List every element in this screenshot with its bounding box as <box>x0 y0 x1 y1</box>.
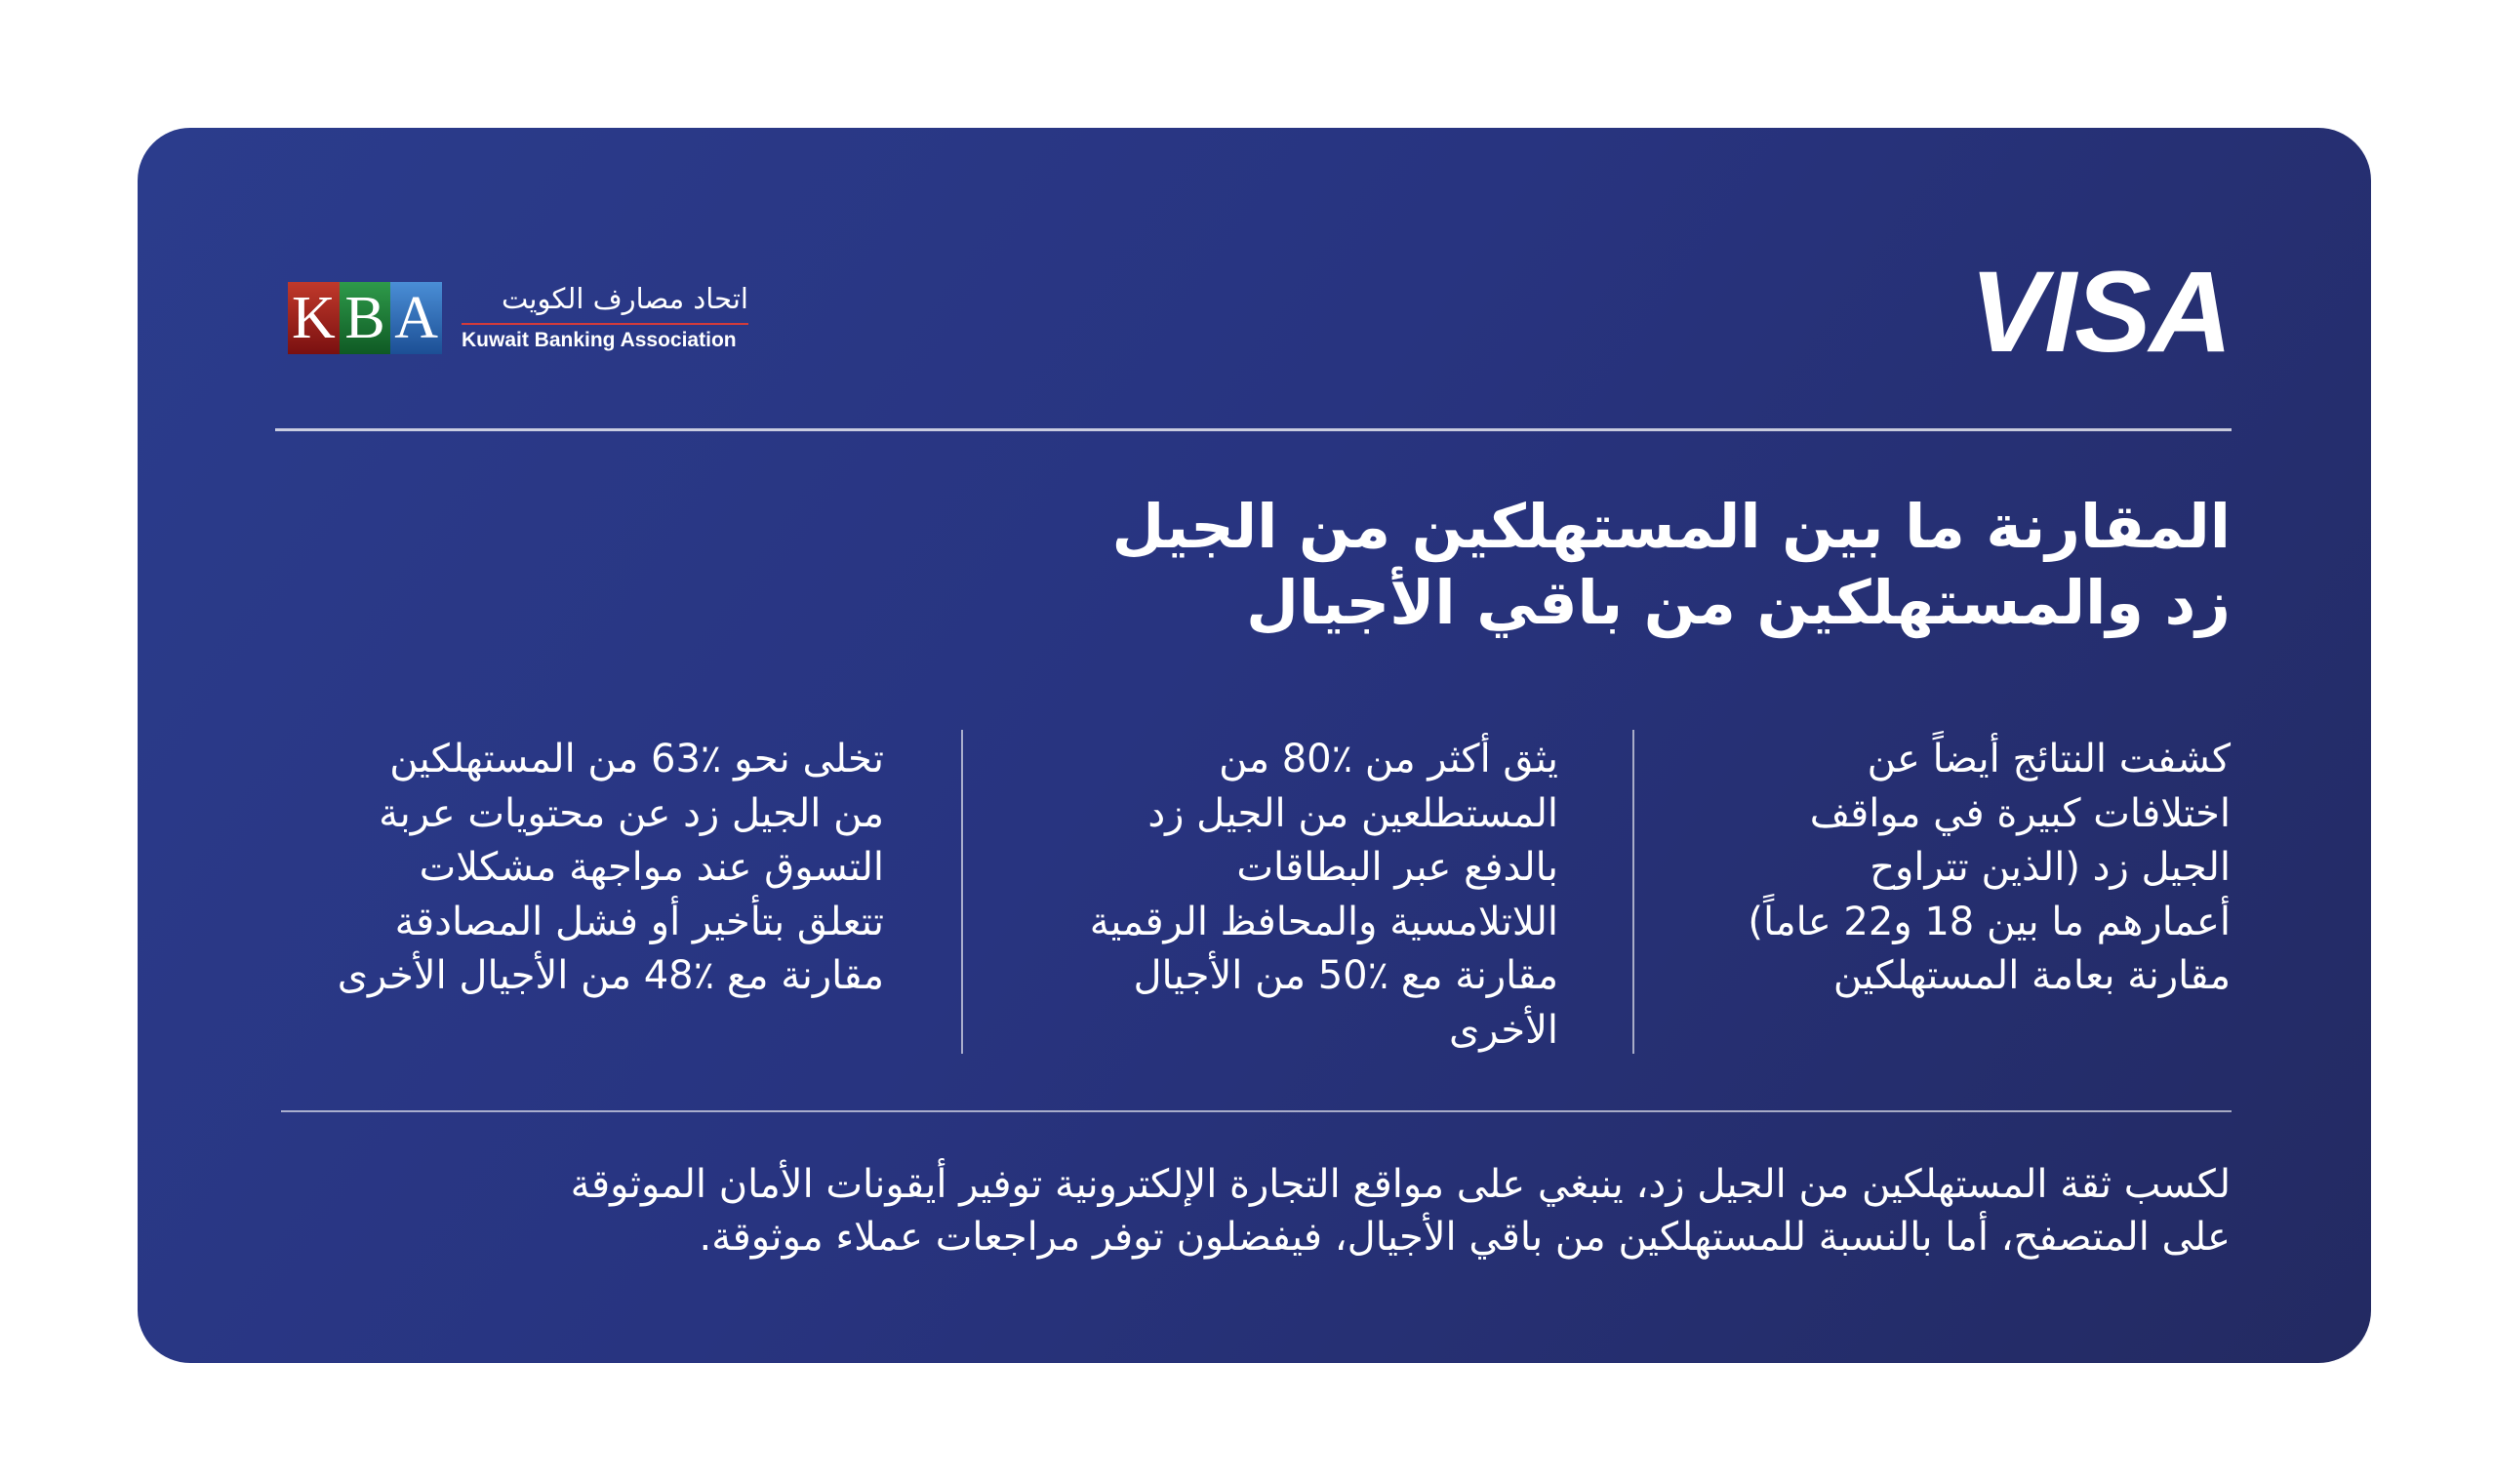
kba-divider <box>462 323 748 325</box>
finding-column-2 <box>983 733 1558 1059</box>
finding-3-line: التسوق عند مواجهة مشكلات <box>419 845 884 891</box>
kba-logo <box>288 282 756 360</box>
kba-letter-a: A <box>390 282 442 354</box>
finding-1-line: اختلافات كبيرة في مواقف <box>1809 790 2231 836</box>
finding-3-line: تتعلق بتأخير أو فشل المصادقة <box>394 899 884 944</box>
finding-3-line: تخلى نحو ٪63 من المستهلكين <box>389 737 884 782</box>
finding-column-3 <box>250 733 884 1004</box>
finding-column-1 <box>1684 733 2231 1004</box>
finding-2-line: اللاتلامسية والمحافظ الرقمية <box>1089 899 1558 944</box>
finding-1-line: أعمارهم ما بين 18 و22 عاماً) <box>1748 899 2231 944</box>
bottom-divider <box>281 1110 2232 1112</box>
headline-line-2: زد والمستهلكين من باقي الأجيال <box>1246 566 2231 638</box>
visa-logo: VISA <box>1969 248 2231 377</box>
footer-recommendation <box>240 1158 2231 1263</box>
kba-emblem <box>288 282 442 354</box>
finding-3-line: مقارنة مع ٪48 من الأجيال الأخرى <box>337 953 884 999</box>
finding-1-line: الجيل زد (الذين تتراوح <box>1870 845 2231 891</box>
footer-line-2: على المتصفح، أما بالنسبة للمستهلكين من باقي الأجيال، فيفضلون توفر مراجعات عملاء موثوقة. <box>699 1215 2231 1260</box>
finding-1-line: مقارنة بعامة المستهلكين <box>1832 953 2231 999</box>
column-divider <box>1632 730 1634 1054</box>
footer-line-1: لكسب ثقة المستهلكين من الجيل زد، ينبغي على مواقع التجارة الإلكترونية توفير أيقونات الأمان الموثوقة <box>570 1162 2231 1207</box>
finding-3-line: من الجيل زد عن محتويات عربة <box>379 790 884 836</box>
kba-letter-k: K <box>288 282 340 354</box>
infographic-card <box>138 128 2371 1363</box>
finding-2-line: المستطلعين من الجيل زد <box>1147 790 1558 836</box>
column-divider <box>961 730 963 1054</box>
finding-2-line: الأخرى <box>1448 1007 1558 1053</box>
finding-2-line: بالدفع عبر البطاقات <box>1236 845 1558 891</box>
finding-2-line: مقارنة مع ٪50 من الأجيال <box>1133 953 1558 999</box>
headline-line-1: المقارنة ما بين المستهلكين من الجيل <box>1111 491 2231 562</box>
finding-1-line: كشفت النتائج أيضاً عن <box>1867 737 2231 782</box>
kba-english-name: Kuwait Banking Association <box>462 329 737 351</box>
kba-letter-b: B <box>340 282 391 354</box>
top-divider <box>275 428 2232 431</box>
headline <box>962 489 2231 640</box>
kba-arabic-name: اتحاد مصارف الكويت <box>501 282 748 315</box>
finding-2-line: يثق أكثر من ٪80 من <box>1219 737 1558 782</box>
